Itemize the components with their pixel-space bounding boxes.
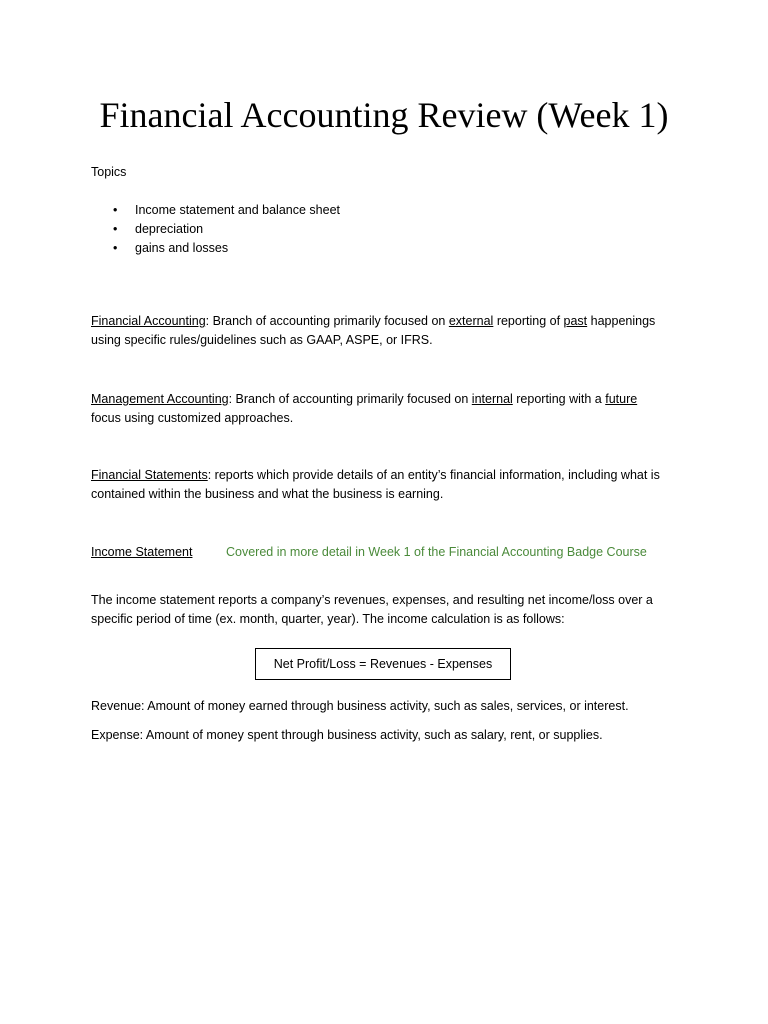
emphasis-text: past bbox=[563, 314, 588, 328]
topic-text: depreciation bbox=[135, 222, 204, 236]
expense-definition: Expense: Amount of money spent through business activity, such as salary, rent, or supplies. bbox=[91, 728, 603, 742]
income-statement-paragraph bbox=[91, 591, 691, 629]
financial-accounting-term: Financial Accounting bbox=[91, 314, 206, 328]
paragraph-text: specific period of time (ex. month, quarter, year). The income calculation is as follows: bbox=[91, 612, 565, 626]
punctuation: : bbox=[228, 392, 233, 406]
list-item bbox=[91, 201, 340, 220]
paragraph-text: Branch of accounting primarily focused on bbox=[232, 392, 472, 406]
income-statement-note: Covered in more detail in Week 1 of the Financial Accounting Badge Course bbox=[226, 545, 647, 559]
punctuation: : bbox=[205, 314, 210, 328]
document-title: Financial Accounting Review (Week 1) bbox=[99, 95, 669, 135]
bullet-icon: • bbox=[113, 222, 118, 236]
management-accounting-term: Management Accounting bbox=[91, 392, 229, 406]
topics-label: Topics bbox=[91, 165, 127, 179]
paragraph-text: happenings bbox=[587, 314, 656, 328]
bullet-icon: • bbox=[113, 203, 118, 217]
paragraph-text: reporting of bbox=[493, 314, 564, 328]
paragraph-text: : reports which provide details of an entity’s financial information, including what is bbox=[207, 468, 660, 482]
emphasis-text: internal bbox=[471, 392, 513, 406]
formula-box: Net Profit/Loss = Revenues - Expenses bbox=[255, 648, 511, 680]
financial-statements-term: Financial Statements bbox=[91, 468, 208, 482]
paragraph-text: The income statement reports a company’s revenues, expenses, and resulting net income/loss over a bbox=[91, 593, 653, 607]
list-item bbox=[91, 239, 340, 258]
topics-list bbox=[91, 201, 340, 258]
emphasis-text: external bbox=[448, 314, 494, 328]
paragraph-text: reporting with a bbox=[512, 392, 606, 406]
management-accounting-paragraph bbox=[91, 390, 691, 428]
bullet-icon: • bbox=[113, 241, 118, 255]
emphasis-text: future bbox=[605, 392, 638, 406]
financial-accounting-paragraph bbox=[91, 312, 691, 350]
topic-text: gains and losses bbox=[135, 241, 229, 255]
financial-statements-paragraph bbox=[91, 466, 691, 504]
paragraph-text: focus using customized approaches. bbox=[91, 411, 294, 425]
income-statement-heading: Income Statement bbox=[91, 545, 193, 559]
paragraph-text: Branch of accounting primarily focused on bbox=[209, 314, 449, 328]
paragraph-text: using specific rules/guidelines such as GAAP, ASPE, or IFRS. bbox=[91, 333, 433, 347]
list-item bbox=[91, 220, 340, 239]
topic-text: Income statement and balance sheet bbox=[135, 203, 340, 217]
paragraph-text: contained within the business and what the business is earning. bbox=[91, 487, 444, 501]
revenue-definition: Revenue: Amount of money earned through business activity, such as sales, services, or interest. bbox=[91, 699, 629, 713]
